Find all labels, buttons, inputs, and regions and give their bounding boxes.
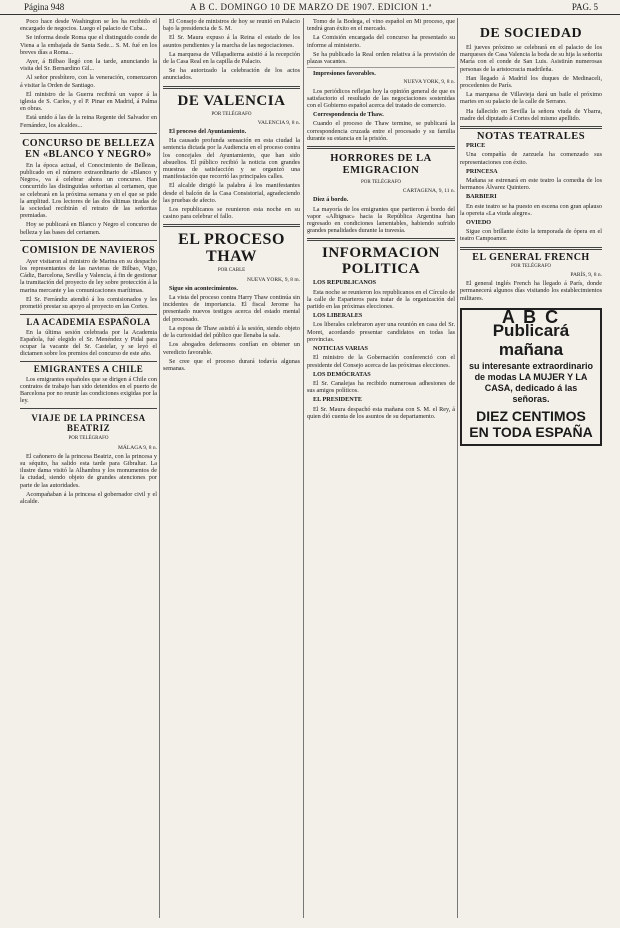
paragraph: El cañonero de la princesa Beatriz, con la princesa y su séquito, ha salido esta tarde para Gibraltar. La ilustre dama visitó la Alhambra y los monumentos de la ciudad, siendo objeto de grandes atenciones por parte de las autoridades. bbox=[20, 452, 157, 489]
column-divider bbox=[159, 18, 160, 918]
masthead-date: A B C. DOMINGO 10 DE MARZO DE 1907. EDICION 1.ª bbox=[190, 2, 432, 12]
subheading: Impresiones favorables. bbox=[313, 70, 376, 78]
headline-teatrales: NOTAS TEATRALES bbox=[476, 131, 586, 143]
dateline: PARÍS, 9, 8 n. bbox=[570, 272, 602, 279]
section-label: EL PRESIDENTE bbox=[313, 396, 363, 404]
paragraph: El Sr. Canalejas ha recibido numerosas adhesiones de sus amigos políticos. bbox=[307, 379, 455, 395]
divider bbox=[20, 240, 157, 241]
paragraph: El ministro de la Gobernación conferenció con el presidente del Consejo acerca de las próximas elecciones. bbox=[307, 354, 455, 369]
paragraph: En la época actual, el Conocimiento de Bellezas, publicado en el número extraordinario de «Blanco y Negro», va á celebrar ahora un concurso. Han concurrido las distinguidas señoritas al certamen, que se celebrará en la próxima semana y en el que se pide la amplitud. Los lectores de las dos últimas tiradas de la sociedad recibirán el retrato de las señoritas premiadas. bbox=[20, 161, 157, 220]
paragraph: Se cree que el proceso durará todavía algunas semanas. bbox=[163, 357, 300, 372]
divider bbox=[163, 86, 300, 89]
dateline-source: POR TELÉGRAFO bbox=[68, 436, 109, 442]
section-label: LOS DEMÓCRATAS bbox=[313, 370, 371, 378]
subheading: Diez á bordo. bbox=[313, 196, 349, 204]
paragraph: Ayer visitaron al ministro de Marina en su despacho los representantes de las navieras de Bilbao, Vigo, Cádiz, Barcelona, Sevilla y Valencia, á fin de gestionar la tramitación del proyecto de ley sobre protección á la marina mercante y las comunicaciones marítimas. bbox=[20, 257, 157, 294]
paragraph: Han llegado á Madrid los duques de Medinaceli, procedentes de París. bbox=[460, 74, 602, 90]
paragraph: Está unido á las de la reina Regente del Salvador en Fernández, los alcaldes... bbox=[20, 114, 157, 129]
subheading: Correspondencia de Thaw. bbox=[313, 111, 384, 119]
paragraph: Cuando el proceso de Thaw termine, se publicará la correspondencia cruzada entre el procesado y su familia durante su estancia en la prisión. bbox=[307, 120, 455, 142]
paragraph: La Comisión encargada del concurso ha presentado su informe al ministerio. bbox=[307, 34, 455, 49]
divider bbox=[307, 146, 455, 149]
paragraph: Mañana se estrenará en este teatro la comedia de los hermanos Álvarez Quintero. bbox=[460, 177, 602, 192]
ad-brand: A B C bbox=[501, 306, 561, 327]
paragraph: Hoy se publicará en Blanco y Negro el concurso de belleza y las bases del certamen. bbox=[20, 221, 157, 236]
column-1 bbox=[20, 18, 157, 918]
paragraph: En este teatro se ha puesto en escena con gran aplauso la opereta «La viuda alegre». bbox=[460, 202, 602, 217]
ad-price: DIEZ CENTIMOS EN TODA ESPAÑA bbox=[469, 408, 593, 441]
paragraph: Al señor presbítero, con la veneración, comenzaron á visitar la Orden de Santiago. bbox=[20, 74, 157, 89]
paragraph: Los republicanos se reunieron esta noche en su casino para celebrar el fallo. bbox=[163, 206, 300, 221]
divider bbox=[20, 314, 157, 315]
divider bbox=[20, 408, 157, 409]
headline-politica: INFORMACION POLITICA bbox=[322, 245, 440, 278]
paragraph: Los abogados defensores confían en obtener un veredicto favorable. bbox=[163, 341, 300, 356]
dateline-source: POR TELÉGRAFO bbox=[360, 180, 402, 186]
ad-headline: Publicará mañana bbox=[492, 321, 570, 360]
headline-academia: LA ACADEMIA ESPAÑOLA bbox=[26, 317, 151, 328]
divider bbox=[20, 133, 157, 134]
section-label: OVIEDO bbox=[466, 219, 492, 227]
paragraph: El general inglés French ha llegado á París, donde permanecerá algunos días visitando los establecimientos militares. bbox=[460, 280, 602, 302]
divider bbox=[307, 67, 455, 68]
paragraph: La esposa de Thaw asistió á la sesión, siendo objeto de la curiosidad del público que llenaba la sala. bbox=[163, 324, 300, 340]
dateline: NUEVA YORK, 9, 8 n. bbox=[403, 79, 455, 86]
divider bbox=[20, 361, 157, 362]
headline-emigrantes: EMIGRANTES A CHILE bbox=[33, 364, 144, 375]
divider bbox=[460, 126, 602, 129]
headline-thaw: EL PROCESO THAW bbox=[178, 231, 285, 266]
section-label: BARBIERI bbox=[466, 193, 497, 201]
paragraph: Los periódicos reflejan hoy la opinión general de que es satisfactorio el resultado de las negociaciones sostenidas con el Gobierno español acerca del tratado de comercio. bbox=[307, 87, 455, 110]
divider bbox=[307, 238, 455, 241]
dateline-source: POR CABLE bbox=[217, 268, 246, 274]
subheading: El proceso del Ayuntamiento. bbox=[169, 128, 247, 136]
paragraph: Ayer, á Bilbao llegó con la tarde, anunciando la visita del Sr. Bernardino Gil... bbox=[20, 58, 157, 73]
section-label: LOS REPUBLICANOS bbox=[313, 279, 377, 287]
section-label: PRINCESA bbox=[466, 167, 498, 175]
section-label: PRICE bbox=[466, 142, 486, 150]
paragraph: En la última sesión celebrada por la Academia Española, fué elegido el Sr. Menéndez y Pidal para ocupar la vacante del Sr. Castelar, y se leyó el dictamen sobre los premios del concurso de este año. bbox=[20, 328, 157, 358]
paragraph: La marquesa de Villavieja dará un baile el próximo martes en su palacio de la calle de Serrano. bbox=[460, 91, 602, 106]
paragraph: El Sr. Maura despachó esta mañana con S. M. el Rey, á quien dió cuenta de los asuntos de su departamento. bbox=[307, 405, 455, 420]
divider bbox=[163, 224, 300, 227]
column-2 bbox=[163, 18, 300, 918]
section-label: LOS LIBERALES bbox=[313, 312, 363, 320]
paragraph: La marquesa de Villapadierna asistió á la recepción de la Casa Real en la capilla de Palacio. bbox=[163, 50, 300, 66]
paragraph: Los emigrantes españoles que se dirigen á Chile con contratos de trabajo han sido detenidos en el puerto de Barcelona por no reunir las condiciones exigidas por la ley. bbox=[20, 375, 157, 405]
column-divider bbox=[457, 18, 458, 918]
dateline-source: POR TELÉGRAFO bbox=[211, 111, 252, 117]
paragraph: El jueves próximo se celebrará en el palacio de los marqueses de Casa Valencia la boda de su hija la señorita María con el conde de San Luis. Asistirán numerosas personas de la aristocracia madrileña. bbox=[460, 44, 602, 73]
paragraph: Acompañaban á la princesa el gobernador civil y el alcalde. bbox=[20, 490, 157, 505]
paragraph: Una compañía de zarzuela ha comenzado sus representaciones con éxito. bbox=[460, 151, 602, 166]
dateline: MÁLAGA 9, 8 n. bbox=[118, 444, 157, 451]
column-4 bbox=[460, 18, 602, 918]
paragraph: El Sr. Ferrándiz atendió á los comisionados y les prometió prestar su apoyo al proyecto en las Cortes. bbox=[20, 295, 157, 311]
headline-french: EL GENERAL FRENCH bbox=[472, 251, 590, 263]
paragraph: El Consejo de ministros de hoy se reunió en Palacio bajo la presidencia de S. M. bbox=[163, 18, 300, 33]
section-label: NOTICIAS VARIAS bbox=[313, 345, 368, 353]
dateline: CARTAGENA, 9, 11 n. bbox=[402, 188, 455, 195]
ad-description: su interesante extraordinario de modas LA MUJER Y LA CASA, dedicado á las señoras. bbox=[468, 361, 594, 405]
column-divider bbox=[303, 18, 304, 918]
paragraph: La vista del proceso contra Harry Thaw continúa sin incidentes de importancia. El fiscal Jerome ha presentado nuevos testigos acerca del estado mental del procesado. bbox=[163, 294, 300, 323]
subheading: Sigue sin acontecimientos. bbox=[169, 284, 238, 292]
page-number-left: Página 948 bbox=[24, 2, 65, 12]
paragraph: El Sr. Maura expuso á la Reina el estado de los asuntos pendientes y la marcha de las negociaciones. bbox=[163, 34, 300, 49]
headline-emigracion: HORRORES DE LA EMIGRACION bbox=[330, 153, 432, 177]
paragraph: Se informa desde Roma que el distinguido conde de Viena a la embajada de Santa Sede... S. M. fué en los breves días a Roma... bbox=[20, 34, 157, 56]
dateline: VALENCIA 9, 8 n. bbox=[257, 119, 300, 126]
headline-sociedad: DE SOCIEDAD bbox=[479, 26, 583, 41]
paragraph: Esta noche se reunieron los republicanos en el Círculo de la calle de Esparteros para tratar de la organización del partido en las próximas elecciones. bbox=[307, 288, 455, 311]
headline-princesa: VIAJE DE LA PRINCESA BEATRIZ bbox=[31, 413, 146, 434]
paragraph: Sigue con brillante éxito la temporada de ópera en el teatro Campoamor. bbox=[460, 228, 602, 243]
paragraph: Se ha publicado la Real orden relativa á la provisión de plazas vacantes. bbox=[307, 50, 455, 66]
page-number-right: PAG. 5 bbox=[571, 2, 598, 12]
paragraph: Ha causado profunda sensación en esta ciudad la sentencia dictada por la Audiencia en el proceso contra los concejales del Ayuntamiento, que han sido absueltos. El público recibió la noticia con grandes muestras de satisfacción y se organizó una manifestación que recorrió las principales calles. bbox=[163, 137, 300, 181]
dateline: NUEVA YORK, 9, 8 m. bbox=[246, 276, 300, 283]
paragraph: El alcalde dirigió la palabra á los manifestantes desde el balcón de la Casa Consistorial, agradeciendo las pruebas de afecto. bbox=[163, 182, 300, 204]
headline-concurso: CONCURSO DE BELLEZA EN «BLANCO Y NEGRO» bbox=[22, 137, 155, 160]
paragraph: Poco hace desde Washington se les ha recibido el encargado de negocios. Luego el palacio de Cuba... bbox=[20, 18, 157, 33]
column-3 bbox=[307, 18, 455, 918]
page-header bbox=[0, 2, 620, 15]
paragraph: Tomo de la Bodega, el vino español en Mi proceso, que tendrá gran éxito en el mercado. bbox=[307, 18, 455, 33]
paragraph: El ministro de la Guerra recibirá un vapor á la iglesia de S. Carlos, y el P. Pinar en Madrid, á Palma en obras. bbox=[20, 90, 157, 113]
paragraph: Se ha autorizado la celebración de los actos anunciados. bbox=[163, 67, 300, 82]
divider bbox=[460, 247, 602, 250]
headline-valencia: DE VALENCIA bbox=[177, 92, 286, 109]
headline-navieros: COMISION DE NAVIEROS bbox=[21, 244, 156, 256]
advertisement-box bbox=[460, 308, 602, 446]
paragraph: La mayoría de los emigrantes que partieron á bordo del vapor «Albignac» hacia la República Argentina han regresado en condiciones lamentables, habiendo sufrido grandes penalidades durante la travesía. bbox=[307, 205, 455, 235]
paragraph: Ha fallecido en Sevilla la señora viuda de Ybarra, madre del diputado á Cortes del mismo apellido. bbox=[460, 107, 602, 122]
paragraph: Los liberales celebraron ayer una reunión en casa del Sr. Moret, acordando presentar candidatos en todas las provincias. bbox=[307, 321, 455, 343]
dateline-source: POR TELÉGRAFO bbox=[510, 263, 552, 269]
